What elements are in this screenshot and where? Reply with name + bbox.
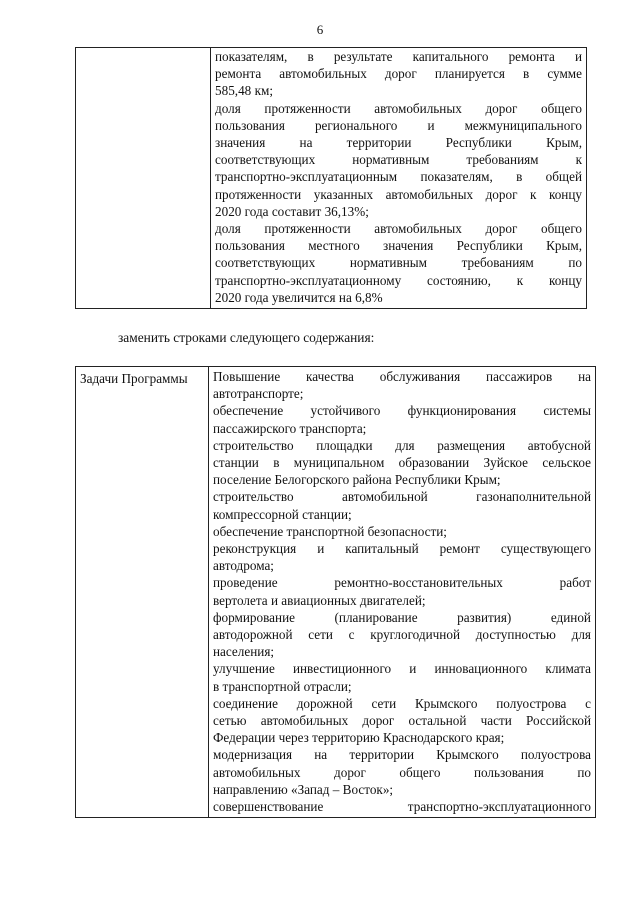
row-content-cell — [209, 367, 596, 818]
replacement-text-line: автотранспорте; — [213, 386, 304, 402]
previous-text-line: соответствующих нормативным требованиям по — [215, 255, 582, 271]
row-label-cell — [76, 48, 211, 309]
replacement-instruction: заменить строками следующего содержания: — [118, 330, 375, 345]
previous-text-line: 2020 года составит 36,13%; — [215, 203, 369, 219]
replacement-text-line: совершенствование транспортно-эксплуатационного — [213, 799, 591, 815]
replacement-text-line: населения; — [213, 644, 275, 660]
replacement-text-line: пассажирского транспорта; — [213, 420, 367, 436]
replacement-text-line: автодорожной сети с круглогодичной доступностью для — [213, 627, 591, 643]
replacement-text-line: Повышение качества обслуживания пассажиров на — [213, 369, 591, 384]
previous-text-line: 585,48 км; — [215, 83, 273, 99]
previous-text-line: значения на территории Республики Крым, — [215, 135, 582, 151]
previous-text-line: протяженности указанных автомобильных дорог к концу — [215, 186, 582, 202]
previous-text-line: 2020 года увеличится на 6,8% — [215, 289, 383, 305]
replacement-text-line: вертолета и авиационных двигателей; — [213, 592, 426, 608]
previous-text-line: показателям, в результате капитального ремонта и — [215, 49, 582, 64]
replacement-text-line: сетью автомобильных дорог остальной части Российской — [213, 713, 591, 729]
replacement-text-line: автодрома; — [213, 558, 274, 574]
replacement-text-line: обеспечение устойчивого функционирования системы — [213, 403, 591, 419]
table-row — [76, 367, 596, 818]
replacement-text-line: соединение дорожной сети Крымского полуострова с — [213, 695, 591, 711]
replacement-text-line: станции в муниципальном образовании Зуйское сельское — [213, 455, 591, 471]
previous-text-line: доля протяженности автомобильных дорог общего — [215, 100, 582, 116]
replacement-text-line: направлению «Запад – Восток»; — [213, 781, 394, 797]
table-row — [76, 48, 587, 309]
page-number: 6 — [316, 22, 324, 37]
replacement-text-line: обеспечение транспортной безопасности; — [213, 523, 447, 539]
replacement-text-line: автомобильных дорог общего пользования по — [213, 764, 591, 780]
replacement-rows-table — [75, 366, 596, 818]
replacement-text-line: компрессорной станции; — [213, 506, 352, 522]
previous-text-line: пользования регионального и межмуниципального — [215, 117, 582, 133]
replacement-text-line: улучшение инвестиционного и инновационного климата — [213, 661, 591, 677]
previous-text-line: транспортно-эксплуатационному состоянию, к концу — [215, 272, 582, 288]
previous-text-line: пользования местного значения Республики Крым, — [215, 238, 582, 254]
replacement-text-line: Федерации через территорию Краснодарского края; — [213, 730, 505, 746]
row-label-cell: Задачи Программы — [76, 367, 209, 818]
replacement-text-line: реконструкция и капитальный ремонт существующего — [213, 541, 591, 557]
previous-text-line: ремонта автомобильных дорог планируется в сумме — [215, 66, 582, 82]
replacement-text-line: формирование (планирование развития) единой — [213, 609, 591, 625]
replacement-text-line: строительство автомобильной газонаполнительной — [213, 489, 591, 505]
previous-rows-table — [75, 47, 587, 309]
replacement-text-line: проведение ремонтно-восстановительных работ — [213, 575, 591, 591]
replacement-text-line: поселение Белогорского района Республики Крым; — [213, 472, 501, 488]
previous-text-line: транспортно-эксплуатационным показателям, в общей — [215, 169, 582, 185]
row-content-cell — [211, 48, 587, 309]
previous-text-line: соответствующих нормативным требованиям к — [215, 152, 582, 168]
previous-text-line: доля протяженности автомобильных дорог общего — [215, 221, 582, 237]
replacement-text-line: строительство площадки для размещения автобусной — [213, 437, 591, 453]
replacement-text-line: в транспортной отрасли; — [213, 678, 352, 694]
replacement-text-line: модернизация на территории Крымского полуострова — [213, 747, 591, 763]
